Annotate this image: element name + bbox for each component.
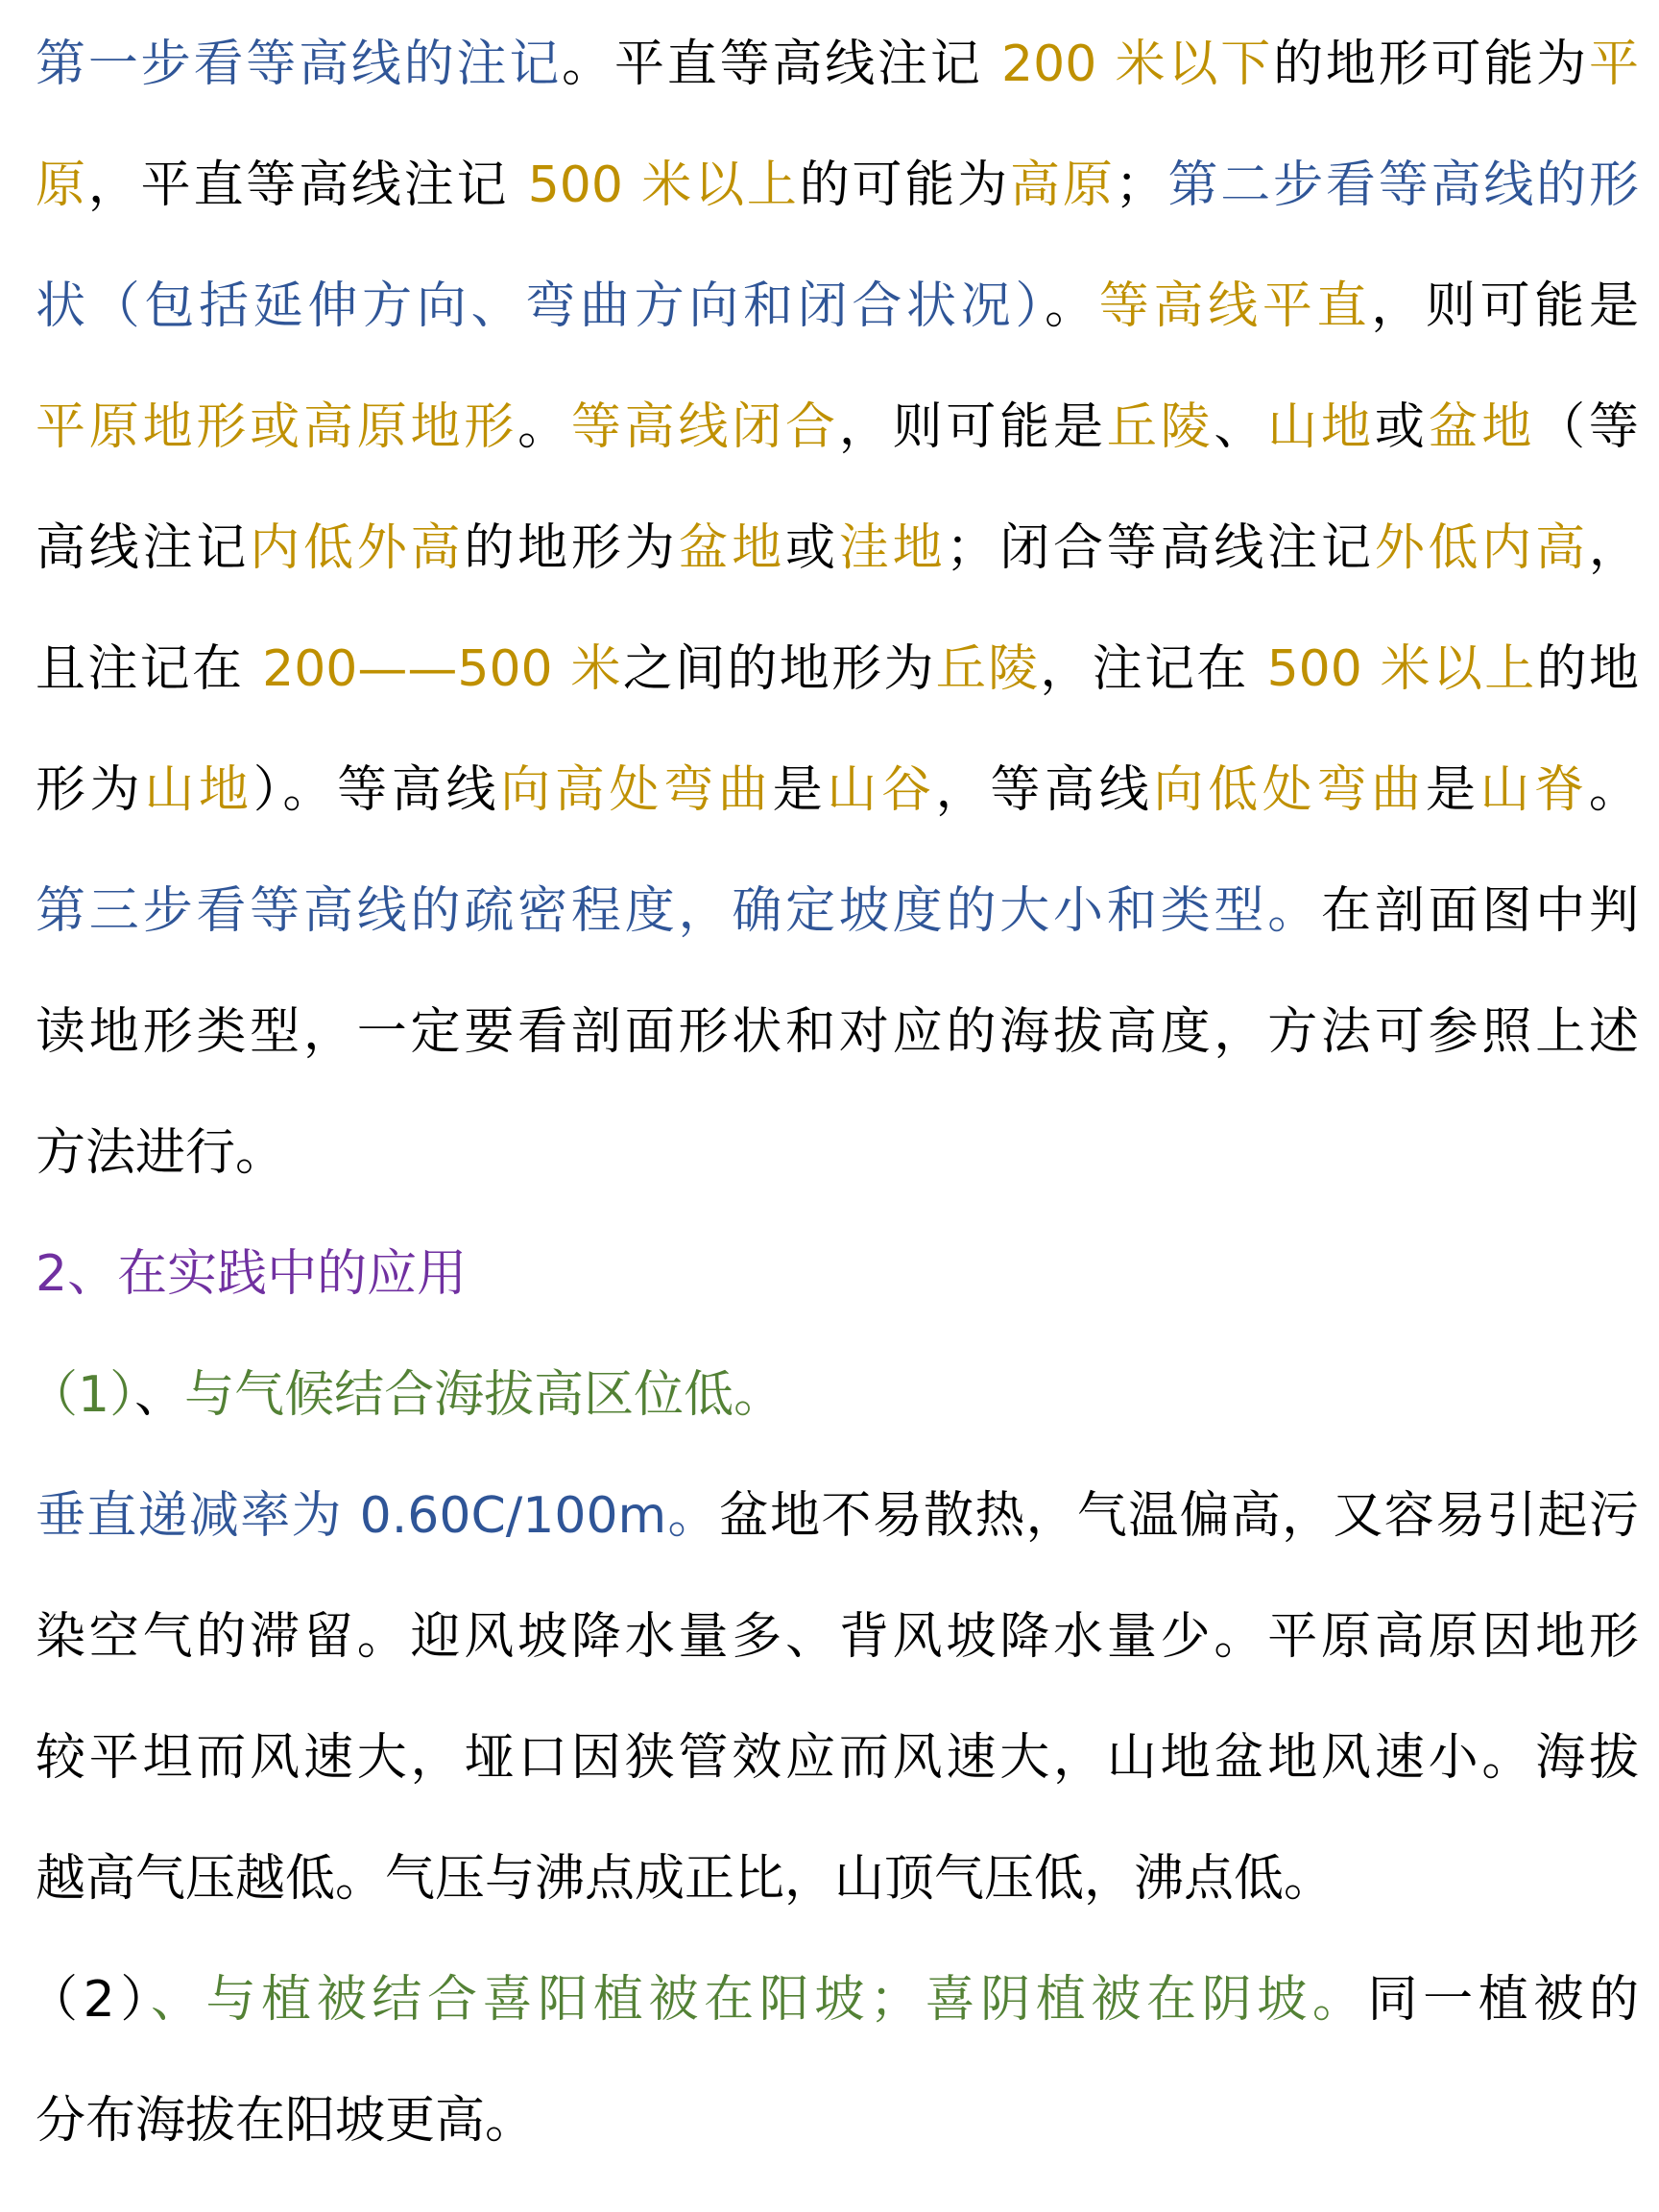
body-text: 的地形为 bbox=[464, 519, 679, 577]
text-line bbox=[36, 1697, 1639, 1818]
body-text: 较平坦而风速大，垭口因狭管效应而风速大，山地盆地风速小。海拔 bbox=[36, 1729, 1639, 1787]
body-text: 或 bbox=[785, 519, 839, 577]
highlight-gold-text: 平原地形或高原地形 bbox=[36, 398, 518, 456]
highlight-gold-text: 山谷 bbox=[827, 761, 936, 819]
text-line bbox=[36, 488, 1639, 609]
body-text: 的地 bbox=[1536, 640, 1639, 698]
body-text: 。平直等高线注记 bbox=[562, 36, 1002, 93]
body-text: （等 bbox=[1535, 398, 1639, 456]
body-text: 是 bbox=[1425, 761, 1480, 819]
body-text: 、 bbox=[1214, 398, 1268, 456]
body-text: 形为 bbox=[36, 761, 145, 819]
highlight-gold-text: 山脊 bbox=[1479, 761, 1589, 819]
highlight-gold-text: 高原 bbox=[1010, 156, 1116, 214]
text-line bbox=[36, 1093, 1639, 1214]
highlight-blue-text: 第一步看等高线的注记 bbox=[36, 36, 563, 93]
body-text: 的可能为 bbox=[799, 156, 1010, 214]
body-text: ，注记在 bbox=[1040, 640, 1267, 698]
highlight-gold-text: 500 米以上 bbox=[527, 156, 800, 214]
body-text: ）。等高线 bbox=[252, 761, 501, 819]
body-text: 。 bbox=[1588, 761, 1639, 819]
text-line bbox=[36, 1576, 1639, 1697]
body-text: 同一植被的 bbox=[1367, 1971, 1639, 2029]
highlight-blue-text: 状（包括延伸方向、弯曲方向和闭合状况） bbox=[36, 277, 1046, 335]
body-text: 方法进行。 bbox=[36, 1124, 286, 1182]
highlight-gold-text: 原 bbox=[36, 156, 88, 214]
text-line bbox=[28, 1939, 1639, 2060]
highlight-gold-text: 洼地 bbox=[838, 519, 947, 577]
highlight-gold-text: 向高处弯曲 bbox=[500, 761, 773, 819]
document-body bbox=[28, 4, 1639, 2181]
highlight-blue-text: 第三步看等高线的疏密程度，确定坡度的大小和类型。 bbox=[36, 882, 1322, 940]
text-line bbox=[36, 1214, 1639, 1334]
body-text: 的地形可能为 bbox=[1273, 36, 1589, 93]
body-text: 。 bbox=[517, 398, 571, 456]
highlight-gold-text: 200 米以下 bbox=[1001, 36, 1274, 93]
text-line bbox=[36, 609, 1639, 730]
subheading-green-text: （1） bbox=[28, 1366, 135, 1424]
highlight-gold-text: 外低内高 bbox=[1374, 519, 1589, 577]
highlight-gold-text: 丘陵 bbox=[1106, 398, 1214, 456]
highlight-gold-text: 等高线闭合 bbox=[570, 398, 839, 456]
body-text: ，则可能是 bbox=[838, 398, 1107, 456]
highlight-gold-text: 内低外高 bbox=[250, 519, 465, 577]
highlight-gold-text: 山地 bbox=[144, 761, 253, 819]
body-text: ，等高线 bbox=[935, 761, 1154, 819]
body-text: 之间的地形为 bbox=[622, 640, 936, 698]
text-line bbox=[36, 4, 1639, 125]
body-text: 分布海拔在阳坡更高。 bbox=[36, 2092, 536, 2150]
body-text: 且注记在 bbox=[36, 640, 263, 698]
body-text: 是 bbox=[772, 761, 828, 819]
body-text: 高线注记 bbox=[36, 519, 251, 577]
highlight-blue-text: 第二步看等高线的形 bbox=[1165, 156, 1639, 214]
body-text: ，则可能是 bbox=[1371, 277, 1639, 335]
highlight-gold-text: 平 bbox=[1588, 36, 1639, 93]
text-line bbox=[36, 125, 1639, 246]
body-text: ，平直等高线注记 bbox=[87, 156, 528, 214]
body-text: 、 bbox=[134, 1366, 185, 1424]
highlight-blue-text: 垂直递减率为 0.60C/100m。 bbox=[36, 1487, 719, 1545]
text-line bbox=[36, 851, 1639, 972]
highlight-gold-text: 丘陵 bbox=[935, 640, 1041, 698]
body-text: 越高气压越低。气压与沸点成正比，山顶气压低，沸点低。 bbox=[36, 1850, 1334, 1908]
body-text: 在剖面图中判 bbox=[1321, 882, 1639, 940]
body-text: 盆地不易散热，气温偏高，又容易引起污 bbox=[718, 1487, 1639, 1545]
highlight-gold-text: 200——500 米 bbox=[262, 640, 623, 698]
text-line bbox=[36, 730, 1639, 851]
body-text: （2） bbox=[28, 1971, 151, 2029]
subheading-green-text: 、与植被结合喜阳植被在阳坡；喜阴植被在阴坡。 bbox=[150, 1971, 1368, 2029]
text-line bbox=[36, 2060, 1639, 2181]
text-line bbox=[36, 972, 1639, 1093]
body-text: ， bbox=[1588, 519, 1639, 577]
body-text: 或 bbox=[1374, 398, 1429, 456]
subheading-green-text: 与气候结合海拔高区位低。 bbox=[184, 1366, 784, 1424]
highlight-gold-text: 盆地 bbox=[1428, 398, 1536, 456]
highlight-gold-text: 等高线平直 bbox=[1098, 277, 1372, 335]
highlight-gold-text: 山地 bbox=[1267, 398, 1375, 456]
body-text: 。 bbox=[1045, 277, 1099, 335]
text-line bbox=[36, 246, 1639, 367]
text-line bbox=[36, 1818, 1639, 1939]
highlight-gold-text: 向低处弯曲 bbox=[1153, 761, 1426, 819]
body-text: ； bbox=[1115, 156, 1166, 214]
body-text: 染空气的滞留。迎风坡降水量多、背风坡降水量少。平原高原因地形 bbox=[36, 1608, 1639, 1666]
highlight-gold-text: 盆地 bbox=[678, 519, 786, 577]
body-text: ；闭合等高线注记 bbox=[946, 519, 1375, 577]
body-text: 读地形类型，一定要看剖面形状和对应的海拔高度，方法可参照上述 bbox=[36, 1003, 1639, 1061]
highlight-gold-text: 500 米以上 bbox=[1266, 640, 1537, 698]
text-line bbox=[36, 367, 1639, 488]
text-line bbox=[28, 1334, 1639, 1455]
section-heading: 2、在实践中的应用 bbox=[36, 1245, 468, 1303]
text-line bbox=[36, 1455, 1639, 1576]
